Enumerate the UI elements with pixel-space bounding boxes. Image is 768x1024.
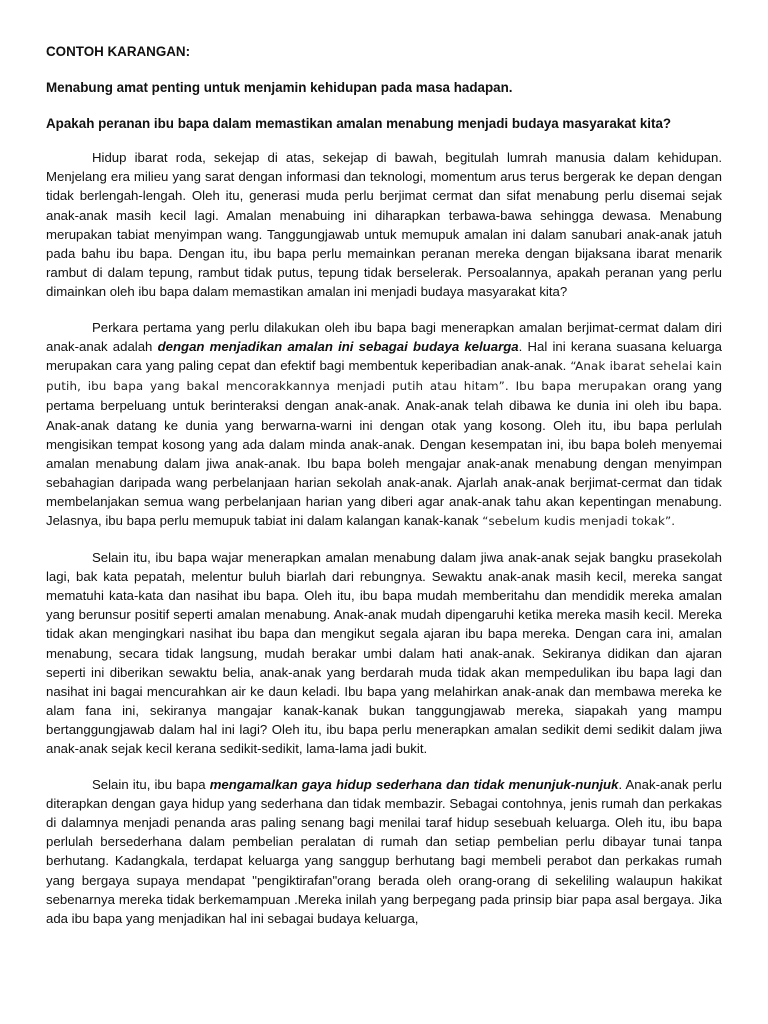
paragraph-text: . Anak-anak perlu diterapkan dengan gaya hidup yang sederhana dan tidak membazir. Sebagai contohnya, jenis rumah dan perkakas di dalamnya menjadi penanda aras paling senang bagi menilai taraf hidup sesebuah keluarga. Oleh itu, ibu bapa perlulah bersederhana dalam pembelian peralatan di rumah dan setiap pembelian perlu dibayar tunai tanpa berhutang. Kadangkala, terdapat keluarga yang sanggup berhutang bagi membeli perabot dan perkakas rumah yang bergaya supaya mendapat "pengiktirafan"orang berada oleh orang-orang di sekeliling walaupun hakikat sebenarnya mereka tidak berkemampuan .Mereka inilah yang berpegang pada prinsip biar papa asal bergaya. Jika ada ibu bapa yang menjadikan hal ini sebagai budaya keluarga, bbox=[46, 777, 723, 926]
proverb-quote: “sebelum kudis menjadi tokak”. bbox=[482, 513, 676, 528]
paragraph-introduction: Hidup ibarat roda, sekejap di atas, sekejap di bawah, begitulah lumrah manusia dalam kehidupan. Menjelang era milieu yang sarat dengan informasi dan teknologi, momentum arus terus bergerak ke depan dengan tidak berlengah-lengah. Oleh itu, generasi muda perlu berjimat cermat dan sifat menabung perlu disemai sejak anak-anak masih kecil lagi. Amalan menabuing ini diharapkan terbawa-bawa sehingga dewasa. Menabung merupakan tabiat menyimpan wang. Tanggungjawab untuk memupuk amalan ini dalam sanubari anak-anak jatuh pada bahu ibu bapa. Dengan itu, ibu bapa perlu memainkan peranan mereka dengan bijaksana ibarat menarik rambut di dalam tepung, rambut tidak putus, tepung tidak berselerak. Persoalannya, apakah peranan yang perlu dimainkan oleh ibu bapa dalam memastikan amalan ini menjadi budaya masyarakat kita? bbox=[46, 150, 722, 299]
key-point-highlight: mengamalkan gaya hidup sederhana dan tidak menunjuk-nunjuk bbox=[209, 777, 619, 793]
essay-topic: Menabung amat penting untuk menjamin kehidupan pada masa hadapan. bbox=[46, 80, 513, 96]
paragraph-point-1 bbox=[46, 318, 722, 531]
essay-question: Apakah peranan ibu bapa dalam memastikan amalan menabung menjadi budaya masyarakat kita? bbox=[46, 116, 672, 132]
paragraph-point-2: Selain itu, ibu bapa wajar menerapkan amalan menabung dalam jiwa anak-anak sejak bangku prasekolah lagi, bak kata pepatah, melentur buluh biarlah dari rebungnya. Sewaktu anak-anak masih kecil, mereka sangat mematuhi kata-kata dan nasihat ibu bapa. Oleh itu, ibu bapa mudah memberitahu dan mendidik mereka amalan yang berunsur positif seperti amalan menabung. Anak-anak mudah dipengaruhi ketika mereka masih kecil. Mereka tidak akan mengingkari nasihat ibu bapa dan mengikut segala ajaran ibu bapa mereka. Dengan cara ini, amalan menabung, secara tidak langsung, mudah berakar umbi dalam hati anak-anak. Sekiranya didikan dan ajaran seperti ini diberikan sewaktu belia, anak-anak yang berdarah muda tidak akan mempedulikan ibu bapa lagi dan nasihat ini bagai mencurahkan air ke daun keladi. Ibu bapa yang melahirkan anak-anak dan membawa mereka ke alam fana ini, sekiranya mangajar kanak-kanak bukan tanggungjawab mereka, siapakah yang mampu bertanggungjawab dalam hal ini lagi? Oleh itu, ibu bapa perlu menerapkan amalan sedikit demi sedikit dalam jiwa anak-anak sejak kecil kerana sedikit-sedikit, lama-lama jadi bukit. bbox=[46, 550, 722, 756]
proverb-quote: “Anak ibarat sehelai kain putih, ibu bapa yang bakal mencorakkannya menjadi putih atau hitam”. Ibu bapa merupakan bbox=[46, 359, 722, 394]
paragraph-text: orang yang pertama berpeluang untuk berinteraksi dengan anak-anak. Anak-anak telah dibawa ke dunia ini oleh ibu bapa. Anak-anak datang ke dunia yang berwarna-warni ini dengan otak yang kosong. Oleh itu, ibu bapa perlulah mengisikan tempat kosong yang ada dalam minda anak-anak. Dengan kesempatan ini, ibu bapa boleh menyemai amalan menabung dalam jiwa anak-anak. Ibu bapa boleh mengajar anak-anak menabung dengan menyimpan sebahagian daripada wang perbelanjaan harian sekolah anak-anak. Ajarlah anak-anak berjimat-cermat dan tidak membelanjakan semua wang perbelanjaan harian yang diberi agar anak-anak tahu akan kepentingan menabung. Jelasnya, ibu bapa perlu memupuk tabiat ini dalam kalangan kanak-kanak bbox=[46, 378, 722, 528]
paragraph-point-3 bbox=[46, 775, 722, 928]
document-title: CONTOH KARANGAN: bbox=[46, 44, 191, 59]
paragraph-text: Perkara pertama yang perlu dilakukan oleh ibu bapa bagi menerapkan amalan berjimat-cermat dalam diri anak-anak adalah bbox=[46, 320, 722, 355]
paragraph-text: Selain itu, ibu bapa bbox=[92, 777, 210, 793]
paragraph-text: . Hal ini kerana suasana keluarga merupakan cara yang paling cepat dan efektif bagi membentuk keperibadian anak-anak. bbox=[46, 339, 723, 374]
key-point-highlight: dengan menjadikan amalan ini sebagai budaya keluarga bbox=[157, 339, 519, 355]
